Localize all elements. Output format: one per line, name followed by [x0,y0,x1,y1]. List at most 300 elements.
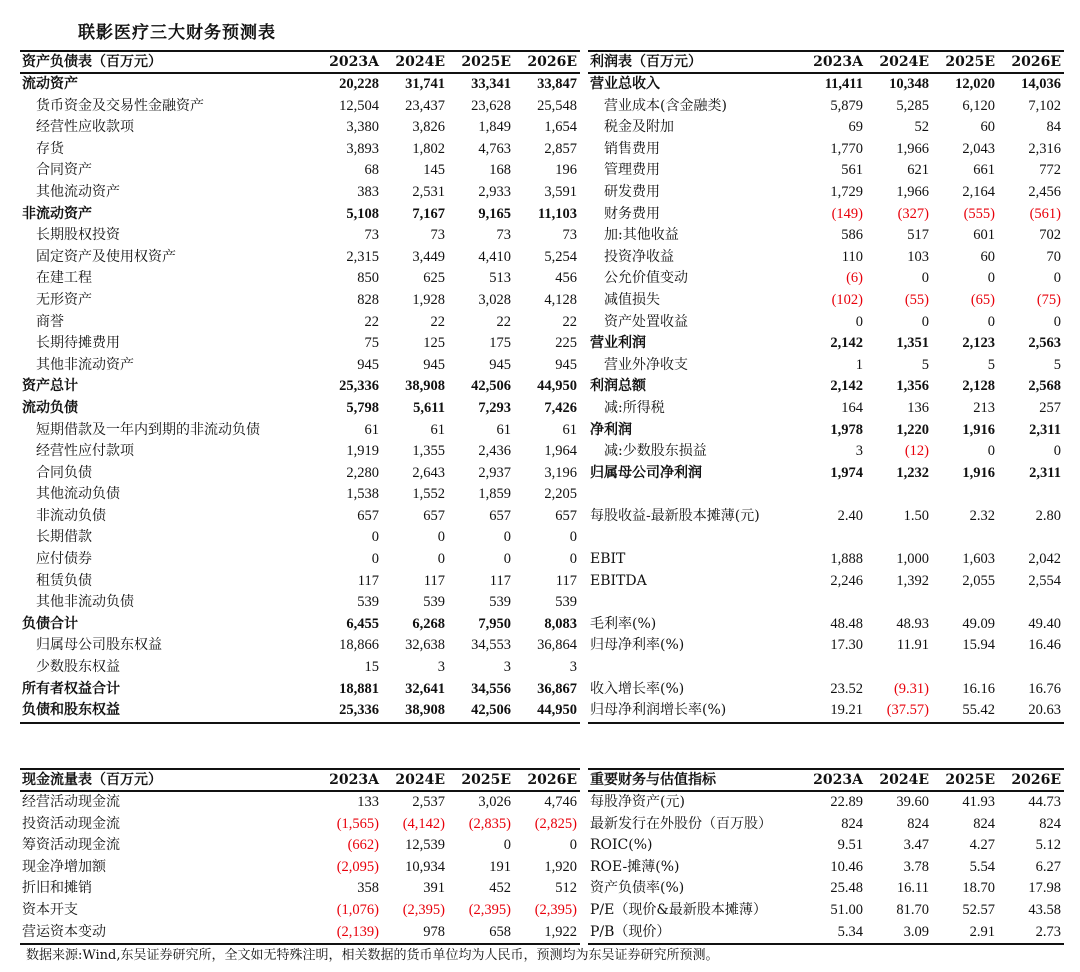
row-label [588,592,800,614]
cell-value: (4,142) [402,815,445,832]
cell-value: 2,643 [412,464,445,481]
table-row [588,878,1064,900]
row-label: 长期股权投资 [36,227,120,244]
cell-value: 18.70 [962,880,995,897]
cell-value: 1,978 [830,421,863,438]
cell-value: 196 [555,162,577,179]
cell-value: 5,285 [896,97,929,114]
cell-value: 2,315 [346,248,379,265]
cell-value: 36,864 [537,637,577,654]
cell-value: 7,167 [412,205,445,222]
row-label: 加:其他收益 [604,227,679,244]
table-row [588,290,1064,312]
cell-value: 0 [987,313,995,330]
cell-value [932,592,998,614]
cell-value: 4,410 [478,248,511,265]
cell-value: 52.57 [962,901,995,918]
cell-value: 12,020 [955,76,995,92]
cell-value: 621 [907,162,929,179]
row-label: 研发费用 [604,183,660,200]
table-row [588,420,1064,442]
cell-value: (2,835) [468,815,511,832]
cell-value: 1,916 [962,421,995,438]
row-label [588,484,800,506]
cell-value: 0 [569,837,577,854]
cell-value: 661 [973,162,995,179]
cell-value: 945 [357,356,379,373]
cell-value: 22 [496,313,511,330]
year-header: 2024E [382,769,448,791]
table-row [588,791,1064,814]
cell-value: 2,142 [830,378,863,395]
cell-value: 36,867 [537,680,577,697]
row-label: 非流动资产 [22,205,92,222]
cell-value: 6,268 [412,615,445,632]
cell-value: 6,455 [346,615,379,632]
cell-value [800,592,866,614]
table-row [588,96,1064,118]
page-title: 联影医疗三大财务预测表 [78,23,276,43]
cell-value: 2,128 [962,378,995,395]
cell-value: 2,123 [962,335,995,352]
row-label: 经营性应收款项 [36,119,134,136]
table-row [20,441,580,463]
row-label: 收入增长率(%) [590,680,685,697]
cell-value: 19.21 [800,700,866,723]
row-label: 资产总计 [22,378,78,395]
row-label: 短期借款及一年内到期的非流动负债 [36,421,260,438]
cell-value: 10,934 [405,858,445,875]
cell-value [998,592,1064,614]
row-label: EBIT [590,551,626,568]
cell-value: 70 [1046,248,1061,265]
cell-value: 38,908 [405,378,445,395]
cell-value: 3 [569,659,577,676]
cell-value: 31,741 [405,76,445,92]
cell-value: 117 [423,572,445,589]
cell-value: 658 [448,922,514,945]
cell-value: 32,641 [405,680,445,697]
cell-value: 110 [841,248,863,265]
cell-value: 2,857 [544,140,577,157]
cell-value: 3.47 [903,837,929,854]
table-row [20,857,580,879]
cell-value: 3 [503,659,511,676]
cell-value: (1,565) [336,815,379,832]
table-header-row [588,769,1064,791]
table-row [20,290,580,312]
cell-value: 39.60 [896,794,929,810]
table-row [588,614,1064,636]
table-header-row [20,769,580,791]
row-label: EBITDA [590,572,647,589]
row-label: 其他非流动资产 [36,356,134,373]
cell-value: 657 [357,507,379,524]
cell-value: 11,411 [824,76,863,92]
cell-value: 1,920 [544,858,577,875]
table-row [588,635,1064,657]
row-label: 资产处置收益 [604,313,688,330]
cell-value: 1,392 [896,572,929,589]
cell-value: 1,603 [962,551,995,568]
cell-value: 60 [980,119,995,136]
cell-value: (2,139) [316,922,382,945]
cell-value: 1,974 [830,464,863,481]
cell-value: 17.30 [830,637,863,654]
table-row [20,420,580,442]
row-label: 归母净利率(%) [590,637,685,654]
cell-value: 539 [489,594,511,611]
cell-value: 48.48 [830,615,863,632]
cell-value: 7,950 [478,615,511,632]
cell-value: 824 [907,815,929,832]
cell-value: 44,950 [514,700,580,723]
row-label: 营运资本变动 [20,922,316,945]
year-header: 2026E [998,769,1064,791]
cell-value: 17.98 [1028,880,1061,897]
cell-value: 61 [430,421,445,438]
cell-value: (149) [831,205,863,222]
row-label: 资产负债率(%) [590,880,685,897]
cell-value: 84 [1046,119,1061,136]
cell-value: 7,293 [478,399,511,416]
cell-value: 61 [562,421,577,438]
cell-value: 0 [987,270,995,287]
cell-value: 20,228 [339,76,379,92]
cell-value: 1,770 [830,140,863,157]
cell-value: 75 [364,335,379,352]
row-label: 其他流动负债 [36,486,120,503]
cell-value: 117 [489,572,511,589]
cell-value: (2,095) [336,858,379,875]
cell-value: 2,436 [478,443,511,460]
table-title: 重要财务与估值指标 [588,769,800,791]
row-label: 合同资产 [36,162,92,179]
cell-value: 539 [357,594,379,611]
row-label: 经营性应付款项 [36,443,134,460]
cell-value: 824 [841,815,863,832]
cell-value: 657 [423,507,445,524]
cell-value: 3 [437,659,445,676]
cell-value: 2,164 [962,183,995,200]
cell-value: 213 [973,399,995,416]
cell-value: 539 [555,594,577,611]
cell-value: 1,729 [830,183,863,200]
table-row [20,900,580,922]
cell-value: 2,142 [830,335,863,352]
year-header: 2024E [382,51,448,73]
cell-value: 42,506 [471,378,511,395]
cell-value: 23.52 [830,680,863,697]
cell-value: 517 [907,227,929,244]
table-row [588,857,1064,879]
table-row [20,700,580,723]
table-row [20,835,580,857]
cell-value: 1,802 [412,140,445,157]
cell-value: 117 [555,572,577,589]
cell-value: 850 [357,270,379,287]
cell-value: 0 [503,551,511,568]
cell-value: (75) [1036,291,1061,308]
cell-value: 2,933 [478,183,511,200]
year-header: 2024E [866,769,932,791]
cell-value: 2,316 [1028,140,1061,157]
table-row [588,117,1064,139]
cell-value: (102) [831,291,863,308]
cell-value: 145 [423,162,445,179]
row-label: P/B（现价） [588,922,800,945]
row-label: 营业成本(含金融类) [604,97,727,114]
cell-value: 10.46 [830,858,863,875]
cell-value: 191 [489,858,511,875]
year-header: 2024E [866,51,932,73]
cell-value: 5,798 [346,399,379,416]
row-label: 流动资产 [22,76,78,92]
cell-value: 18,881 [339,680,379,697]
row-label [588,527,800,549]
cell-value: (55) [904,291,929,308]
cell-value: 14,036 [1021,76,1061,92]
cell-value: 3,449 [412,248,445,265]
cell-value: 61 [364,421,379,438]
row-label: 资本开支 [22,901,78,918]
table-row [20,204,580,226]
cell-value: 5,254 [544,248,577,265]
table-title: 资产负债表（百万元） [20,51,316,73]
cell-value: 48.93 [896,615,929,632]
cell-value: 513 [489,270,511,287]
balance-sheet-table [20,50,580,724]
table-row [20,182,580,204]
year-header: 2023A [316,769,382,791]
table-row [588,312,1064,334]
cell-value: (2,395) [402,901,445,918]
cell-value: (12) [904,443,929,460]
cell-value: 38,908 [382,700,448,723]
cell-value: (1,076) [336,901,379,918]
cell-value: 2,456 [1028,183,1061,200]
row-label: 财务费用 [604,205,660,222]
year-header: 2025E [448,769,514,791]
row-label: 其他非流动负债 [36,594,134,611]
row-label: 非流动负债 [36,507,106,524]
cell-value: 0 [1053,313,1061,330]
cell-value: 12,539 [405,837,445,854]
row-label: 归母净利润增长率(%) [588,700,800,723]
cell-value: 33,847 [537,76,577,92]
cell-value: 4.27 [969,837,995,854]
cell-value: 4,763 [478,140,511,157]
cell-value: (65) [970,291,995,308]
cell-value: 2,311 [1029,464,1061,481]
table-row [588,484,1064,506]
cell-value: 133 [357,794,379,810]
cell-value [866,657,932,679]
cell-value: 15 [364,659,379,676]
cell-value: (9.31) [893,680,929,697]
table-row [588,679,1064,701]
cell-value: 164 [841,399,863,416]
row-label: 在建工程 [36,270,92,287]
cell-value: (6) [846,270,863,287]
cell-value: 3,591 [544,183,577,200]
table-row [20,614,580,636]
cell-value: 20.63 [998,700,1064,723]
cell-value: 73 [496,227,511,244]
table-row [20,679,580,701]
cell-value: 11.91 [896,637,929,654]
row-label: ROIC(%) [590,837,653,854]
row-label: 负债合计 [22,615,78,632]
cell-value: 0 [371,529,379,546]
row-label: 流动负债 [22,399,78,416]
row-label: 最新发行在外股份（百万股） [590,815,772,832]
table-row [588,571,1064,593]
cell-value: (2,395) [468,901,511,918]
cell-value: 2,554 [1028,572,1061,589]
cell-value: 945 [555,356,577,373]
row-label: 销售费用 [604,140,660,157]
cell-value: 0 [1053,270,1061,287]
row-label: 每股收益-最新股本摊薄(元) [590,507,760,524]
row-label: 减:少数股东损益 [604,443,707,460]
table-row [20,333,580,355]
cell-value: 25,336 [339,378,379,395]
cell-value: 657 [555,507,577,524]
cell-value: 5 [1053,356,1061,373]
cell-value [866,592,932,614]
cell-value: 9.51 [837,837,863,854]
year-header: 2023A [800,51,866,73]
table-row [588,333,1064,355]
cell-value: 1,538 [346,486,379,503]
cell-value: 5.34 [800,922,866,945]
table-row [20,527,580,549]
table-row [588,182,1064,204]
cell-value [932,484,998,506]
cell-value: 44,950 [537,378,577,395]
cell-value: 0 [503,529,511,546]
table-row [588,441,1064,463]
cell-value: 3.09 [866,922,932,945]
cell-value: 1,916 [962,464,995,481]
cell-value: 1,919 [346,443,379,460]
cell-value: (561) [1029,205,1061,222]
cell-value: (2,825) [534,815,577,832]
table-row [20,139,580,161]
row-label: 现金净增加额 [22,858,106,875]
table-row [20,312,580,334]
table-row [20,878,580,900]
cell-value: 1 [855,356,863,373]
row-label: 净利润 [590,421,632,438]
cell-value: 383 [357,183,379,200]
cell-value: 828 [357,291,379,308]
cell-value: 0 [371,551,379,568]
source-footnote: 数据来源:Wind,东吴证券研究所，全文如无特殊注明，相关数据的货币单位均为人民币，预测均为东吴证券研究所预测。 [26,948,719,963]
row-label: ROE-摊薄(%) [590,858,680,875]
cell-value: 103 [907,248,929,265]
row-label: 商誉 [36,313,64,330]
row-label: 其他流动资产 [36,183,120,200]
cell-value: 1,552 [412,486,445,503]
cell-value: 16.16 [962,680,995,697]
cell-value: 9,165 [478,205,511,222]
table-row [588,549,1064,571]
cell-value: 2,537 [412,794,445,810]
table-row [588,463,1064,485]
cell-value [932,657,998,679]
year-header: 2025E [932,769,998,791]
cell-value: 5.12 [1035,837,1061,854]
cell-value: 824 [1039,815,1061,832]
row-label: 营业利润 [590,335,646,352]
cell-value: 391 [423,880,445,897]
cell-value: 3 [855,443,863,460]
cell-value: 8,083 [544,615,577,632]
row-label: 货币资金及交易性金融资产 [36,97,204,114]
cell-value: 44.73 [1028,794,1061,810]
cell-value: (2,395) [534,901,577,918]
cell-value: 2,042 [1028,551,1061,568]
cell-value: 586 [841,227,863,244]
cell-value: 5,611 [413,399,445,416]
cell-value: 25,336 [316,700,382,723]
cell-value: 23,437 [405,97,445,114]
cell-value: (662) [347,837,379,854]
table-row [588,900,1064,922]
cell-value [800,484,866,506]
row-label: 减:所得税 [604,399,665,416]
cell-value: 561 [841,162,863,179]
cell-value: 73 [562,227,577,244]
cell-value: 3.78 [903,858,929,875]
cell-value [800,527,866,549]
table-row [20,376,580,398]
table-row [20,247,580,269]
cash-flow-table [20,768,580,945]
row-label: 合同负债 [36,464,92,481]
year-header: 2026E [998,51,1064,73]
row-label: 经营活动现金流 [22,794,120,810]
table-row [20,73,580,96]
table-row [588,398,1064,420]
table-row [588,204,1064,226]
cell-value: 2,205 [544,486,577,503]
table-row [20,484,580,506]
table-row [588,160,1064,182]
cell-value: 3,380 [346,119,379,136]
cell-value: 15.94 [962,637,995,654]
cell-value: 2,937 [478,464,511,481]
table-row [20,592,580,614]
cell-value: 1,232 [896,464,929,481]
table-row [20,96,580,118]
table-row [20,506,580,528]
cell-value: 136 [907,399,929,416]
cell-value: 69 [848,119,863,136]
cell-value: 824 [973,815,995,832]
cell-value: 60 [980,248,995,265]
table-row [20,571,580,593]
cell-value: 16.76 [1028,680,1061,697]
table-row [588,139,1064,161]
cell-value: 3,026 [478,794,511,810]
row-label: 减值损失 [604,291,660,308]
year-header: 2025E [448,51,514,73]
cell-value: 6.27 [1035,858,1061,875]
cell-value: 0 [437,551,445,568]
